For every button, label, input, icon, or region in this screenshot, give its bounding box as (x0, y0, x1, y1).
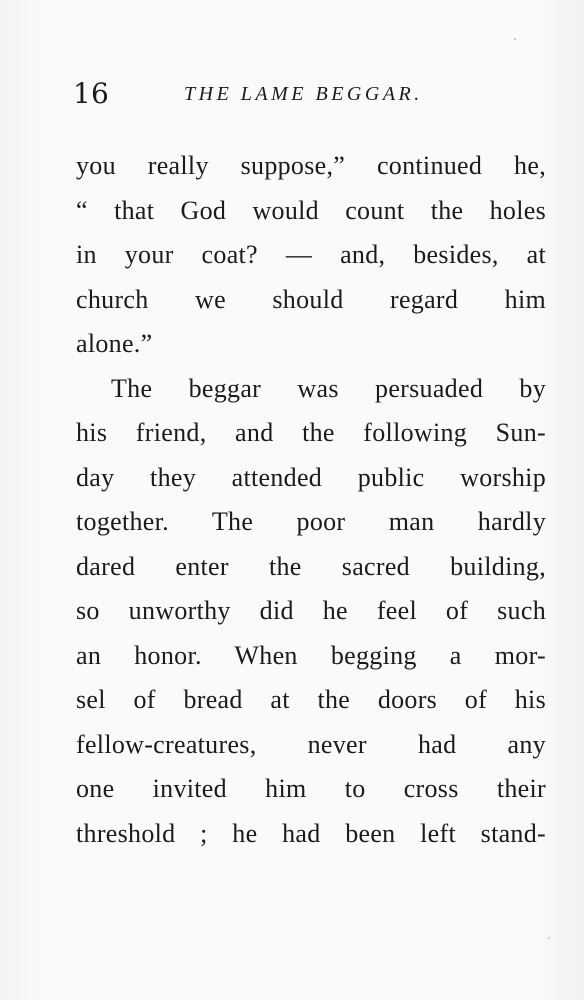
page-number: 16 (73, 77, 110, 110)
text-line: an honor. When begging a mor- (76, 640, 546, 670)
text-line: his friend, and the following Sun- (76, 418, 546, 447)
page-header (73, 77, 543, 111)
text-line: day they attended public worship (76, 462, 546, 492)
paragraph-start-line: The beggar was persuaded by (111, 373, 546, 403)
text-line: alone.” (76, 329, 153, 358)
text-line: dared enter the sacred building, (76, 551, 546, 581)
page-text (76, 144, 546, 856)
text-line: church we should regard him (76, 284, 546, 314)
paper-speck (514, 38, 516, 40)
running-title: THE LAME BEGGAR. (184, 83, 423, 105)
text-line: fellow-creatures, never had any (76, 729, 546, 759)
text-line: “ that God would count the holes (76, 195, 546, 225)
text-line: one invited him to cross their (76, 774, 546, 803)
text-line: threshold ; he had been left stand- (76, 818, 546, 848)
text-line: you really suppose,” continued he, (76, 151, 546, 180)
text-line: together. The poor man hardly (76, 507, 546, 536)
text-line: so unworthy did he feel of such (76, 596, 546, 625)
paper-speck (548, 937, 550, 939)
text-line: sel of bread at the doors of his (76, 685, 546, 714)
text-line: in your coat? — and, besides, at (76, 240, 546, 269)
